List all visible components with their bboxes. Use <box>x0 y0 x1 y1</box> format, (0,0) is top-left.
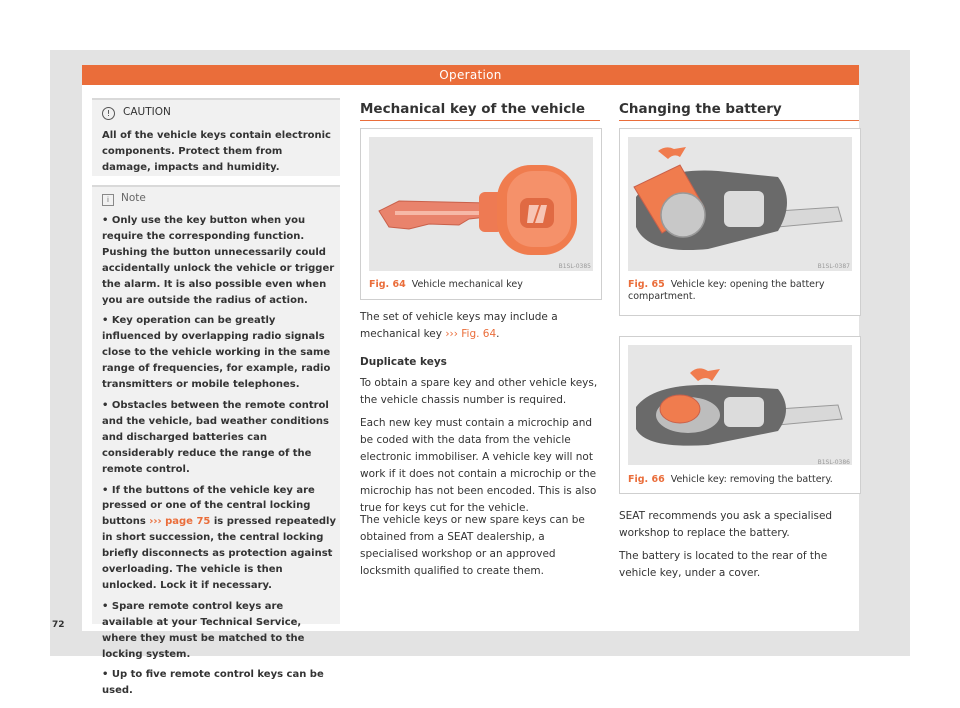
figure-caption-text: Vehicle key: opening the battery compartment. <box>628 279 825 302</box>
note-item <box>102 483 336 594</box>
heading-rule <box>360 120 600 121</box>
note-box <box>92 185 340 697</box>
figure-caption <box>628 474 833 486</box>
intro-paragraph <box>360 309 600 343</box>
note-item: • Spare remote control keys are available at your Technical Service, where they must be matched to the locking system. <box>102 599 336 663</box>
figure-65 <box>619 128 861 316</box>
note-item: • Up to five remote control keys can be used. <box>102 667 336 699</box>
caution-header <box>102 106 171 120</box>
figure-number: Fig. 64 <box>369 279 406 290</box>
caution-text: All of the vehicle keys contain electronic components. Protect them from damage, impacts and humidity. <box>102 130 331 173</box>
page-reference-link[interactable]: ››› page 75 <box>149 516 211 528</box>
changing-battery-heading: Changing the battery <box>619 101 782 117</box>
figure-image <box>369 137 593 271</box>
figure-caption-text: Vehicle mechanical key <box>411 279 523 290</box>
figure-image <box>628 137 852 271</box>
info-icon: i <box>102 194 114 206</box>
figure-image <box>628 345 852 465</box>
paragraph: The vehicle keys or new spare keys can be obtained from a SEAT dealership, a specialised workshop or an approved locksmith qualified to create them. <box>360 514 585 577</box>
figure-caption <box>369 279 523 291</box>
figure-caption <box>628 279 852 303</box>
intro-text: The set of vehicle keys may include a mechanical key <box>360 311 558 340</box>
figure-code: B1SL-0386 <box>817 459 850 466</box>
key-open-compartment-illustration <box>628 137 852 271</box>
paragraph: SEAT recommends you ask a specialised workshop to replace the battery. <box>619 510 833 539</box>
note-item-text: is pressed repeatedly in short succession, the central locking briefly disconnects as protection against overloading. The vehicle is then unlocked. Lock it if necessary. <box>102 516 336 591</box>
figure-code: B1SL-0387 <box>817 263 850 270</box>
caution-box <box>92 98 340 176</box>
figure-66 <box>619 336 861 494</box>
figure-number: Fig. 66 <box>628 474 665 485</box>
note-item: • Key operation can be greatly influenced by overlapping radio signals close to the vehicle working in the same range of frequencies, for example, radio transmitters or mobile telephones. <box>102 313 336 393</box>
figure-64 <box>360 128 602 300</box>
section-header: Operation <box>82 65 859 85</box>
note-list <box>102 213 336 704</box>
caution-title: CAUTION <box>123 106 171 118</box>
paragraph: The battery is located to the rear of the vehicle key, under a cover. <box>619 550 828 579</box>
figure-number: Fig. 65 <box>628 279 665 290</box>
figure-code: B1SL-0385 <box>558 263 591 270</box>
note-item: • Only use the key button when you require the corresponding function. Pushing the button unnecessarily could accidentally unlock the vehicle or trigger the alarm. It is also possible even when you are outside the radius of action. <box>102 213 336 308</box>
paragraph: To obtain a spare key and other vehicle keys, the vehicle chassis number is required. <box>360 377 598 406</box>
exclamation-circle-icon: ! <box>102 107 115 120</box>
mechanical-key-illustration <box>369 137 593 271</box>
duplicate-keys-heading: Duplicate keys <box>360 356 447 368</box>
note-item: • Obstacles between the remote control and the vehicle, bad weather conditions and discharged batteries can considerably reduce the range of the remote control. <box>102 398 336 478</box>
note-header <box>102 192 146 206</box>
note-title: Note <box>121 192 146 204</box>
note-item-text: If the buttons of the vehicle key are pressed or one of the central locking buttons <box>102 484 315 528</box>
figure-caption-text: Vehicle key: removing the battery. <box>670 474 833 485</box>
mechanical-key-heading: Mechanical key of the vehicle <box>360 101 586 117</box>
figure-reference-link[interactable]: ››› Fig. 64 <box>445 328 497 340</box>
page-number: 72 <box>52 620 65 630</box>
intro-end: . <box>496 328 500 340</box>
key-remove-battery-illustration <box>628 345 852 465</box>
heading-rule <box>619 120 859 121</box>
paragraph: Each new key must contain a microchip and be coded with the data from the vehicle electronic immobiliser. A vehicle key will not work if it does not contain a microchip or the microchip has not been encoded. This is also true for keys cut for the vehicle. <box>360 417 597 514</box>
